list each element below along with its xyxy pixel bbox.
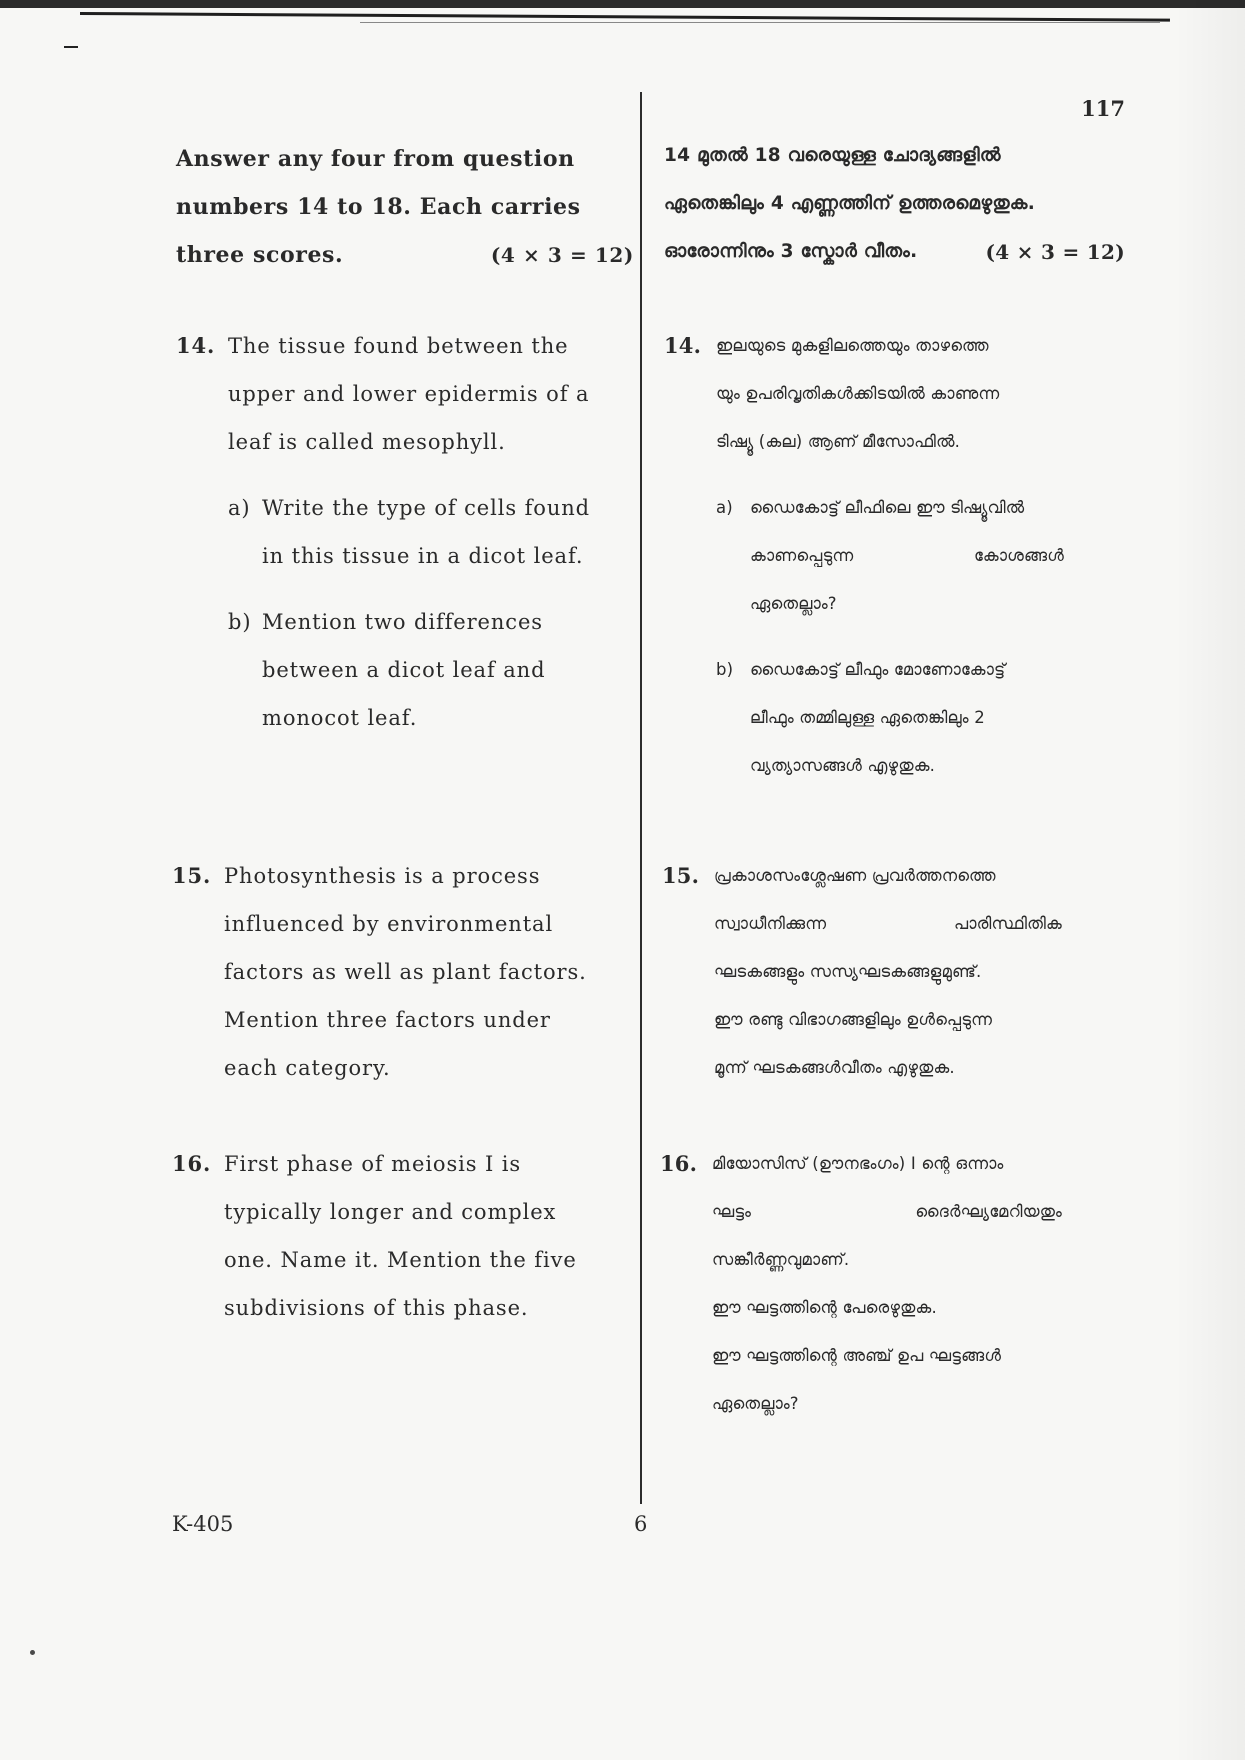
line-left-text: സ്വാധീനിക്കുന്ന: [714, 914, 827, 933]
question-line: upper and lower epidermis of a: [228, 382, 590, 406]
line-left-text: ഘട്ടം: [712, 1202, 752, 1221]
question-15-malayalam: [662, 852, 1062, 1092]
question-line: influenced by environmental: [224, 912, 554, 936]
sub-question-line: Mention two differences: [262, 610, 543, 634]
question-line: The tissue found between the: [228, 334, 569, 358]
question-line: ടിഷ്യൂ (കല) ആണ് മീസോഫിൽ.: [716, 432, 961, 451]
question-15-english: [172, 852, 602, 1092]
instruction-line: 14 മുതൽ 18 വരെയുള്ള ചോദ്യങ്ങളിൽ: [664, 145, 1001, 166]
sub-question-line: ഡൈകോട്ട് ലീഫും മോണോകോട്ട്: [750, 660, 1006, 679]
question-line: subdivisions of this phase.: [224, 1296, 529, 1320]
sub-label: a): [228, 496, 251, 520]
sub-question-a: [228, 484, 596, 580]
sub-question-line: between a dicot leaf and: [262, 658, 546, 682]
question-14-malayalam: [664, 322, 1064, 790]
question-number: 14.: [664, 333, 702, 358]
question-line: ഇലയുടെ മുകളിലത്തെയും താഴത്തെ: [716, 336, 989, 355]
top-rule: [80, 12, 1170, 22]
line-right-text: പാരിസ്ഥിതിക: [953, 914, 1062, 933]
page-number: 117: [1081, 96, 1125, 121]
question-line: ഈ രണ്ടു വിഭാഗങ്ങളിലും ഉൾപ്പെടുന്ന: [714, 1010, 993, 1029]
question-number: 15.: [662, 863, 700, 888]
question-line: മിയോസിസ് (ഊനഭംഗം) I ന്റെ ഒന്നാം: [712, 1154, 1004, 1173]
question-line: Mention three factors under: [224, 1008, 551, 1032]
paper-code: K-405: [172, 1512, 234, 1536]
instructions-english: [176, 135, 634, 279]
question-line: factors as well as plant factors.: [224, 960, 587, 984]
scan-top-edge: [0, 0, 1245, 8]
column-divider: [640, 92, 642, 1504]
line-left-text: കാണപ്പെടുന്ന: [750, 546, 854, 565]
sub-question-line: monocot leaf.: [262, 706, 418, 730]
sub-question-a: [716, 484, 1064, 628]
question-line: Photosynthesis is a process: [224, 864, 541, 888]
question-line: typically longer and complex: [224, 1200, 557, 1224]
top-rule-thin: [360, 22, 1160, 23]
sub-question-b: [716, 646, 1064, 790]
sub-label: b): [228, 610, 252, 634]
question-line: യും ഉപരിവൃതികൾക്കിടയിൽ കാണുന്ന: [716, 384, 1000, 403]
question-line: each category.: [224, 1056, 391, 1080]
question-number: 16.: [172, 1151, 212, 1176]
question-16-english: [172, 1140, 602, 1332]
footer-page-number: 6: [634, 1512, 648, 1536]
sub-question-line: [750, 532, 1064, 580]
corner-mark: [64, 46, 78, 48]
sub-question-line: ഡൈകോട്ട് ലീഫിലെ ഈ ടിഷ്യൂവിൽ: [750, 498, 1025, 517]
sub-question-line: ഏതെല്ലാം?: [750, 594, 837, 613]
instruction-line: [664, 228, 1125, 276]
question-line: [714, 900, 1062, 948]
question-line: [712, 1188, 1062, 1236]
marks-label: (4 × 3 = 12): [490, 243, 634, 267]
instruction-line: [176, 231, 634, 279]
question-number: 16.: [660, 1151, 698, 1176]
question-line: പ്രകാശസംശ്ലേഷണ പ്രവർത്തനത്തെ: [714, 866, 996, 885]
sub-question-line: ലീഫും തമ്മിലുള്ള ഏതെങ്കിലും 2: [750, 708, 985, 727]
instruction-line-text: ഓരോന്നിനും 3 സ്കോർ വീതം.: [664, 241, 918, 262]
question-line: First phase of meiosis I is: [224, 1152, 522, 1176]
question-line: ഘടകങ്ങളും സസ്യഘടകങ്ങളുമുണ്ട്.: [714, 962, 982, 981]
question-line: one. Name it. Mention the five: [224, 1248, 577, 1272]
question-line: ഏതെല്ലാം?: [712, 1394, 799, 1413]
sub-question-b: [228, 598, 596, 742]
sub-question-line: Write the type of cells found: [262, 496, 591, 520]
question-line: ഈ ഘട്ടത്തിന്റെ പേരെഴുതുക.: [712, 1298, 937, 1317]
marks-label: (4 × 3 = 12): [985, 240, 1125, 264]
question-line: മൂന്ന് ഘടകങ്ങൾവീതം എഴുതുക.: [714, 1058, 955, 1077]
instruction-line: Answer any four from question: [176, 146, 575, 172]
instruction-line: numbers 14 to 18. Each carries: [176, 194, 581, 220]
sub-label: b): [716, 660, 734, 679]
instruction-line: ഏതെങ്കിലും 4 എണ്ണത്തിന് ഉത്തരമെഴുതുക.: [664, 193, 1036, 214]
scan-speck: [30, 1650, 35, 1655]
question-line: സങ്കീർണ്ണവുമാണ്.: [712, 1250, 850, 1269]
instructions-malayalam: [664, 132, 1125, 276]
question-16-malayalam: [660, 1140, 1062, 1428]
instruction-line-text: three scores.: [176, 242, 344, 268]
question-line: ഈ ഘട്ടത്തിന്റെ അഞ്ച് ഉപ ഘട്ടങ്ങൾ: [712, 1346, 1002, 1365]
sub-question-line: വ്യത്യാസങ്ങൾ എഴുതുക.: [750, 756, 936, 775]
question-number: 15.: [172, 863, 212, 888]
scan-shadow: [1175, 0, 1245, 1760]
sub-label: a): [716, 498, 733, 517]
question-14-english: [176, 322, 596, 742]
line-right-text: കോശങ്ങൾ: [974, 546, 1064, 565]
question-line: leaf is called mesophyll.: [228, 430, 506, 454]
question-number: 14.: [176, 333, 216, 358]
sub-question-line: in this tissue in a dicot leaf.: [262, 544, 584, 568]
line-right-text: ദൈർഘ്യമേറിയതും: [915, 1202, 1062, 1221]
